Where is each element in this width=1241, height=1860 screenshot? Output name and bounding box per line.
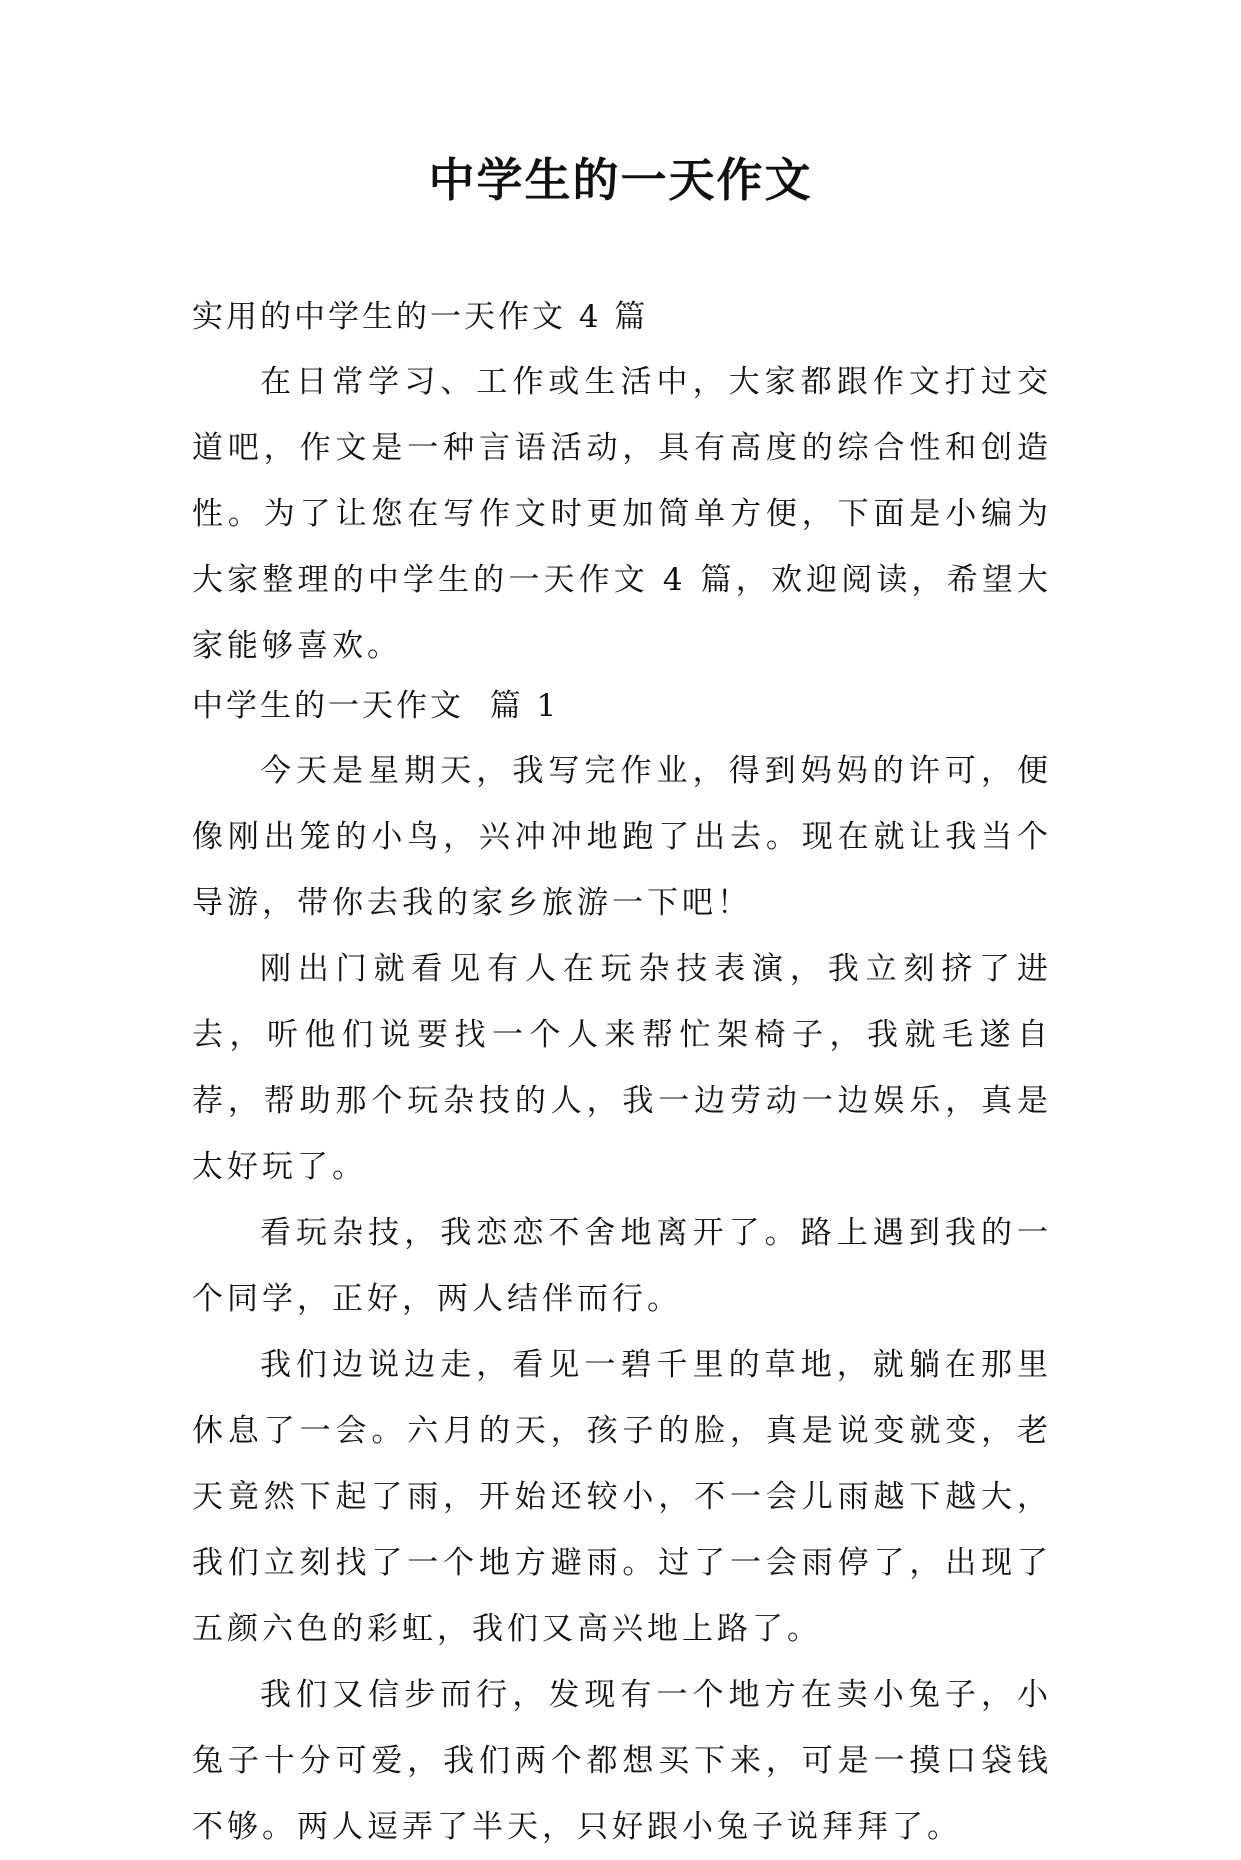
- body-paragraph: 刚出门就看见有人在玩杂技表演，我立刻挤了进去，听他们说要找一个人来帮忙架椅子，我就毛遂自荐，帮助那个玩杂技的人，我一边劳动一边娱乐，真是太好玩了。: [192, 951, 1052, 1185]
- body-paragraph: 看玩杂技，我恋恋不舍地离开了。路上遇到我的一个同学，正好，两人结伴而行。: [192, 1215, 1052, 1317]
- page-title: 中学生的一天作文: [428, 153, 813, 207]
- body-paragraph: 我们又信步而行，发现有一个地方在卖小兔子，小兔子十分可爱，我们两个都想买下来，可是一摸口袋钱不够。两人逗弄了半天，只好跟小兔子说拜拜了。: [192, 1677, 1052, 1845]
- body-paragraph: 今天是星期天，我写完作业，得到妈妈的许可，便像刚出笼的小鸟，兴冲冲地跑了出去。现在就让我当个导游，带你去我的家乡旅游一下吧！: [192, 753, 1052, 921]
- intro-paragraph: 在日常学习、工作或生活中，大家都跟作文打过交道吧，作文是一种言语活动，具有高度的综合性和创造性。为了让您在写作文时更加简单方便，下面是小编为大家整理的中学生的一天作文 4 篇，欢迎阅读，希望大家能够喜欢。: [192, 364, 1052, 664]
- document-body: [192, 290, 1052, 1860]
- section-heading: 中学生的一天作文 篇 1: [192, 688, 560, 724]
- body-paragraph: 我们边说边走，看见一碧千里的草地，就躺在那里休息了一会。六月的天，孩子的脸，真是说变就变，老天竟然下起了雨，开始还较小，不一会儿雨越下越大，我们立刻找了一个地方避雨。过了一会雨停了，出现了五颜六色的彩虹，我们又高兴地上路了。: [192, 1347, 1052, 1647]
- document-subtitle: 实用的中学生的一天作文 4 篇: [192, 299, 649, 335]
